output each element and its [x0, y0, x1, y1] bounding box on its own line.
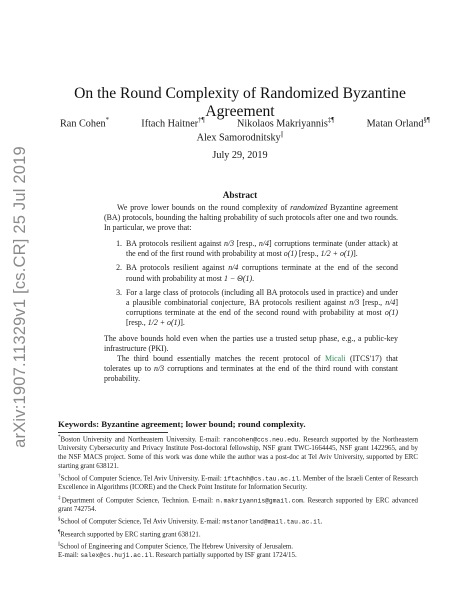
- abstract-heading: Abstract: [222, 191, 258, 201]
- footnote-orland: §School of Computer Science, Tel Aviv University. E-mail: mstanorland@mail.tau.ac.il.: [58, 517, 323, 526]
- paper-date: July 29, 2019: [212, 150, 268, 161]
- author-ran-cohen: Ran Cohen*: [60, 117, 109, 130]
- footnote-samorodnitsky: ||School of Engineering and Computer Science, The Hebrew University of Jerusalem. E-mail: salex@cs.huji.ac.il. Research partially supported by ISF grant 1724/15.: [58, 542, 297, 560]
- abstract-body: [104, 203, 398, 385]
- result-item-1: 1. BA protocols resilient against n/3 [resp., n/4] corruptions terminate (under attack) at the end of the first round with probability at most o(1) [resp., 1/2 + o(1)].: [124, 239, 398, 259]
- email-link[interactable]: salex@cs.huji.ac.il: [80, 552, 153, 560]
- email-link[interactable]: n.makriyannis@gmail.com: [216, 496, 303, 504]
- abstract-micali-paragraph: The third bound essentially matches the recent protocol of Micali (ITCS'17) that tolerates up to n/3 corruptions and terminates at the end of the third round with constant probability.: [104, 354, 398, 384]
- abstract-intro: We prove lower bounds on the round complexity of randomized Byzantine agreement (BA) protocols, bounding the halting probability of such protocols after one and two rounds. In particular, we prove that:: [104, 203, 399, 233]
- email-link[interactable]: mstanorland@mail.tau.ac.il: [222, 518, 321, 526]
- footnote-cohen: *Boston University and Northeastern University. E-mail: rancohen@ccs.neu.edu. Research supported by the Northeastern University Cybersecurity and Privacy Institute Post-doctoral fellowship, NSF grant TWC-1664445, NSF grant 1422965, and by the NSF MACS project. Some of this work was done while the author was a post-doc at Tel Aviv University, supported by ERC starting grant 638121.: [58, 435, 418, 471]
- author-matan-orland: Matan Orland§¶: [366, 117, 430, 130]
- email-link[interactable]: rancohen@ccs.neu.edu: [222, 436, 299, 444]
- citation-link-micali[interactable]: Micali: [324, 354, 346, 364]
- arxiv-identifier-sidebar: arXiv:1907.11329v1 [cs.CR] 25 Jul 2019: [10, 146, 29, 448]
- result-item-3: 3. For a large class of protocols (including all BA protocols used in practice) and under a plausible combinatorial conjecture, BA protocols resilient against n/3 [resp., n/4] corruptions terminate at the end of the second round with probability at most o(1) [resp., 1/2 + o(1)].: [124, 288, 398, 328]
- footnote-erc-grant: ¶Research supported by ERC starting grant 638121.: [58, 529, 201, 538]
- author-alex-samorodnitsky: Alex Samorodnitsky||: [196, 131, 284, 144]
- affiliation-marks: ||: [280, 131, 284, 138]
- affiliation-marks: *: [105, 117, 109, 124]
- paper-title: On the Round Complexity of Randomized Byzantine Agreement: [74, 85, 406, 120]
- footnote-haitner: †School of Computer Science, Tel Aviv University. E-mail: iftachh@cs.tau.ac.il. Member of the Israeli Center of Research Excellence in Algorithms (ICORE) and the Check Point Institute for Information Security.: [58, 474, 419, 492]
- result-list: [104, 239, 398, 328]
- affiliation-marks: †¶: [198, 117, 205, 124]
- keywords-line: Keywords: Byzantine agreement; lower bound; round complexity.: [58, 419, 306, 429]
- footnote-makriyannis: ‡Department of Computer Science, Technion. E-mail: n.makriyannis@gmail.com. Research supported by ERC advanced grant 742754.: [58, 495, 418, 513]
- author-iftach-haitner: Iftach Haitner†¶: [141, 117, 205, 130]
- footnotes: [58, 434, 418, 562]
- email-link[interactable]: iftachh@cs.tau.ac.il: [223, 475, 300, 483]
- affiliation-marks: ‡¶: [327, 117, 335, 124]
- footnote-divider: [58, 432, 168, 433]
- abstract-pki-paragraph: The above bounds hold even when the parties use a trusted setup phase, e.g., a public-key infrastructure (PKI).: [104, 334, 398, 354]
- author-list: [60, 117, 430, 129]
- result-item-2: 2. BA protocols resilient against n/4 corruptions terminate at the end of the second round with probability at most 1 − Θ(1).: [124, 263, 398, 283]
- author-nikolaos-makriyannis: Nikolaos Makriyannis‡¶: [236, 117, 335, 130]
- affiliation-marks: §¶: [423, 117, 430, 124]
